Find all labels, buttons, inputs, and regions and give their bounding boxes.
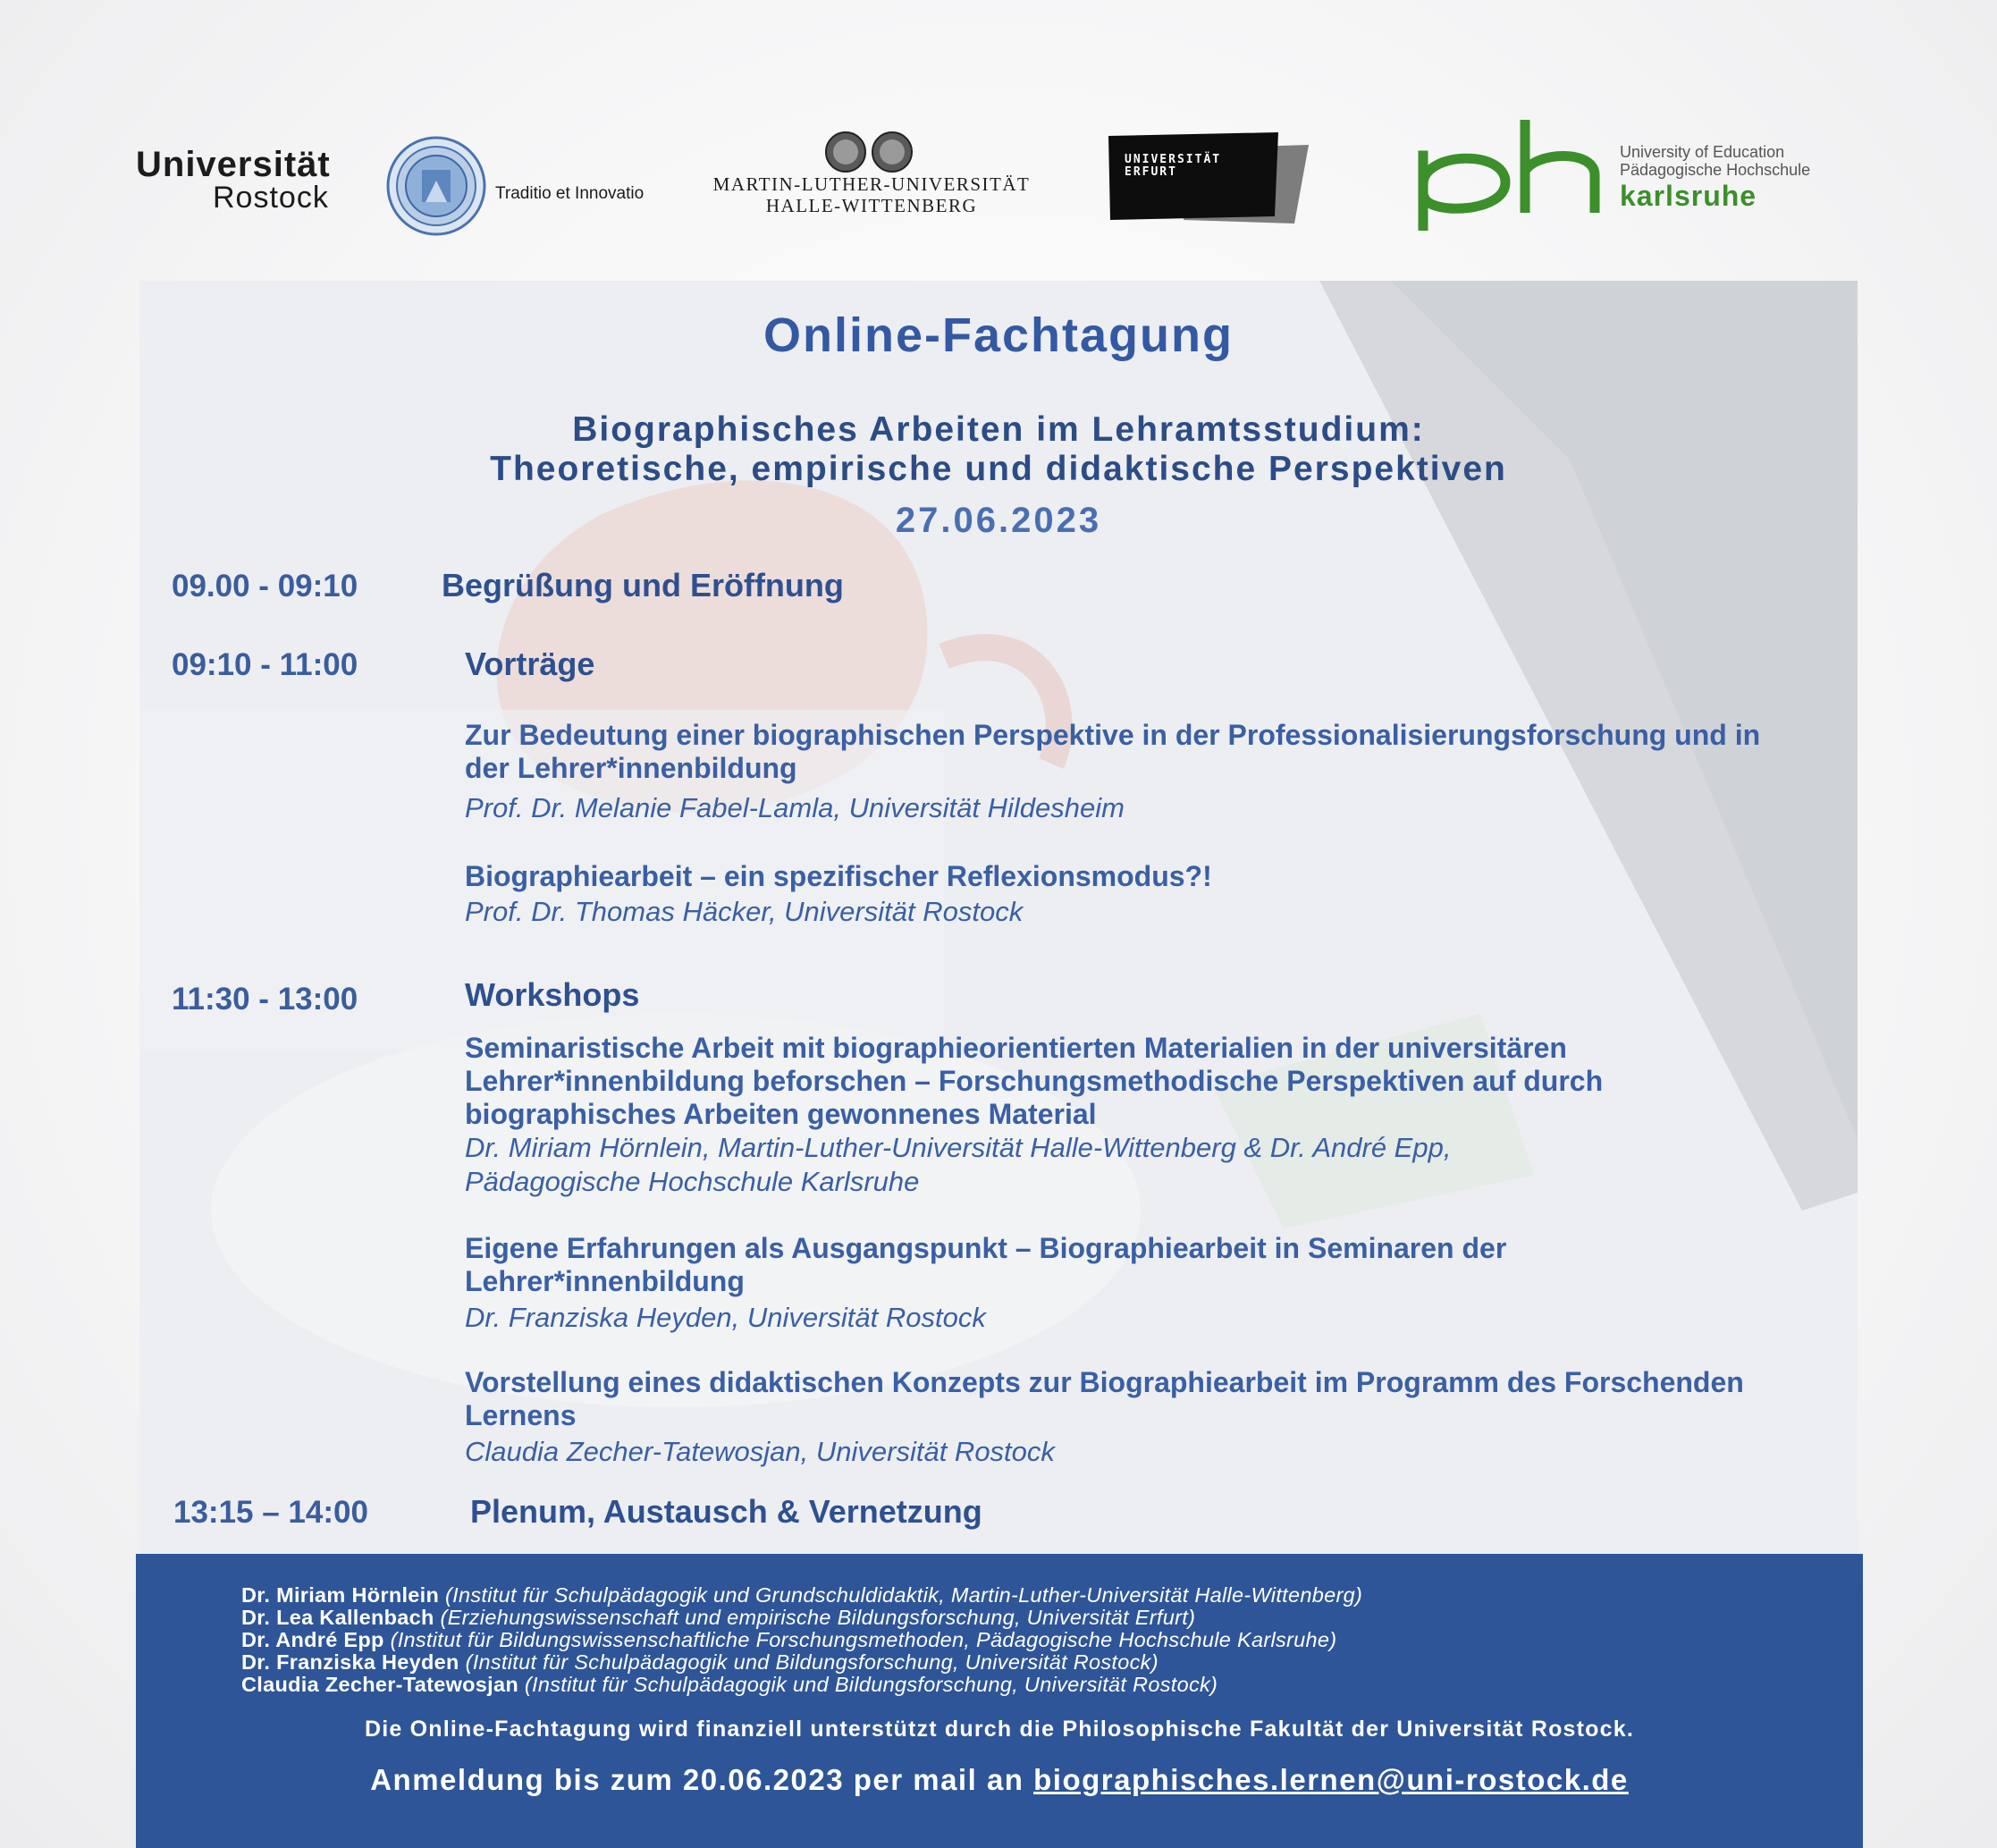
organizer-list xyxy=(241,1584,1362,1696)
footer-panel xyxy=(136,1554,1863,1848)
rostock-logo-text xyxy=(136,147,377,213)
talk-speaker: Pädagogische Hochschule Karlsruhe xyxy=(465,1166,920,1197)
session-title: Plenum, Austausch & Vernetzung xyxy=(470,1493,982,1530)
erfurt-logo-line2: ERFURT xyxy=(1125,165,1177,179)
organizer-entry: Dr. Miriam Hörnlein (Institut für Schulpädagogik und Grundschuldidaktik, Martin-Luther-Universität Halle-Wittenberg) xyxy=(241,1583,1363,1607)
erfurt-logo-text xyxy=(1125,154,1221,179)
session-time: 09:10 - 11:00 xyxy=(172,647,358,682)
talk-title: Vorstellung eines didaktischen Konzepts zur Biographiearbeit im Programm des Forschenden Lernens xyxy=(465,1366,1744,1431)
ph-logo-city: karlsruhe xyxy=(1620,180,1757,212)
talk-title: Seminaristische Arbeit mit biographieorientierten Materialien in der universitären Lehrer*innenbildung beforschen – Forschungsmethodische Perspektiven auf durch biographisches Arbeiten gewonnenes Material xyxy=(465,1032,1604,1130)
organizer-entry: Dr. André Epp (Institut für Bildungswissenschaftliche Forschungsmethoden, Pädagogische Hochschule Karlsruhe) xyxy=(241,1628,1337,1651)
organizer-entry: Dr. Lea Kallenbach (Erziehungswissenschaft und empirische Bildungsforschung, Universität Erfurt) xyxy=(241,1606,1196,1629)
talk-speaker: Prof. Dr. Thomas Häcker, Universität Rostock xyxy=(465,896,1024,927)
session-time: 13:15 – 14:00 xyxy=(173,1495,368,1530)
session-time: 11:30 - 13:00 xyxy=(172,982,358,1017)
session-time: 09.00 - 09:10 xyxy=(172,569,358,603)
halle-logo-line2: HALLE-WITTENBERG xyxy=(765,195,978,216)
talk-speaker: Prof. Dr. Melanie Fabel-Lamla, Universität Hildesheim xyxy=(465,792,1125,823)
organizer-entry: Claudia Zecher-Tatewosjan (Institut für Schulpädagogik und Bildungsforschung, Universität Rostock) xyxy=(241,1673,1218,1696)
rostock-logo-line2: Rostock xyxy=(213,181,329,215)
event-date: 27.06.2023 xyxy=(895,501,1102,540)
talk-speaker: Dr. Miriam Hörnlein, Martin-Luther-Universität Halle-Wittenberg & Dr. André Epp, xyxy=(465,1132,1452,1163)
ph-logo-text xyxy=(1620,143,1810,213)
rostock-seal-icon xyxy=(386,136,486,236)
session-title: Vorträge xyxy=(465,646,595,682)
registration-note xyxy=(136,1763,1863,1797)
talk-speaker: Claudia Zecher-Tatewosjan, Universität Rostock xyxy=(465,1436,1055,1467)
registration-text: Anmeldung bis zum 20.06.2023 per mail an xyxy=(370,1763,1024,1796)
talk-title: Eigene Erfahrungen als Ausgangspunkt – Biographiearbeit in Seminaren der Lehrer*innenbildung xyxy=(465,1232,1507,1297)
rostock-motto: Traditio et Innovatio xyxy=(495,184,645,203)
halle-seal-icon xyxy=(810,131,930,173)
talk-title: Zur Bedeutung einer biographischen Perspektive in der Professionalisierungsforschung und in der Lehrer*innenbildung xyxy=(465,719,1761,784)
session-title: Begrüßung und Eröffnung xyxy=(442,567,844,603)
talk-title: Biographiearbeit – ein spezifischer Reflexionsmodus?! xyxy=(465,860,1212,892)
halle-logo-line1: MARTIN-LUTHER-UNIVERSITÄT xyxy=(712,173,1031,195)
ph-logo-icon xyxy=(1416,120,1607,231)
event-subtitle-line2: Theoretische, empirische und didaktische Perspektiven xyxy=(490,450,1507,488)
registration-email-link[interactable]: biographisches.lernen@uni-rostock.de xyxy=(1033,1763,1629,1796)
organizer-entry: Dr. Franziska Heyden (Institut für Schulpädagogik und Bildungsforschung, Universität Rostock) xyxy=(241,1650,1159,1674)
erfurt-logo-line1: UNIVERSITÄT xyxy=(1125,153,1222,166)
funding-note: Die Online-Fachtagung wird finanziell unterstützt durch die Philosophische Fakultät der Universität Rostock. xyxy=(364,1717,1635,1742)
ph-logo-line1: University of Education xyxy=(1620,143,1785,161)
halle-logo-text xyxy=(688,173,1055,216)
erfurt-logo xyxy=(1108,132,1309,224)
session-title: Workshops xyxy=(465,976,640,1013)
program-panel xyxy=(139,281,1858,1556)
ph-logo-line2: Pädagogische Hochschule xyxy=(1620,161,1811,179)
event-subtitle-line1: Biographisches Arbeiten im Lehramtsstudium: xyxy=(572,410,1425,449)
rostock-logo-line1: Universität xyxy=(136,145,331,184)
talk-speaker: Dr. Franziska Heyden, Universität Rostock xyxy=(465,1302,986,1333)
event-title: Online-Fachtagung xyxy=(763,308,1234,362)
